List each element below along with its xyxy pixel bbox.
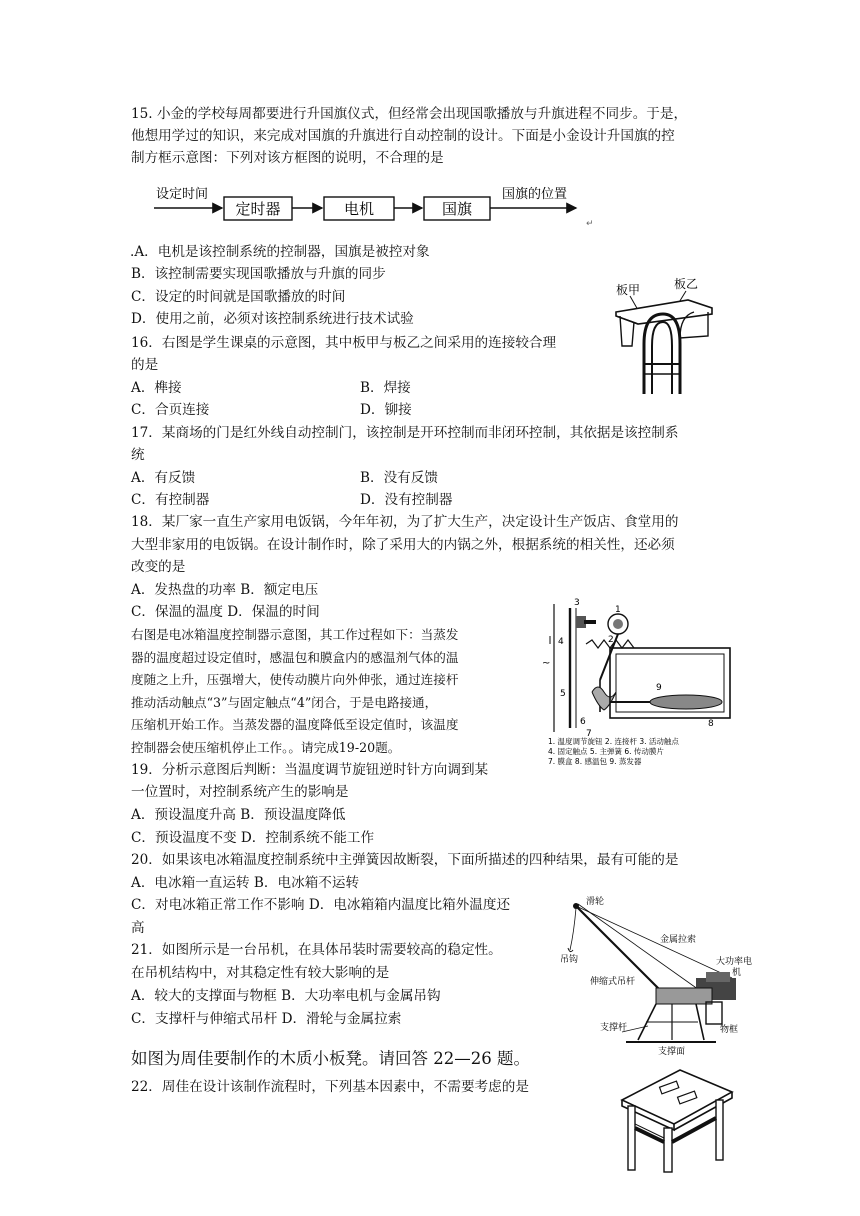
q22-stem: 22．周佳在设计该制作流程时，下列基本因素中，不需要考虑的是: [131, 1079, 529, 1095]
crane-figure: [556, 892, 788, 1062]
crane-motor-label2: 机: [732, 968, 742, 978]
q16-option-a: A．榫接: [131, 380, 182, 396]
q18-stem-line3: 改变的是: [131, 559, 186, 575]
q20-options-cd-cont: 高: [131, 920, 145, 936]
crane-hook-label: 吊钩: [560, 955, 579, 965]
intro-19-20-line6: 控制器会使压缩机停止工作。。请完成19-20题。: [131, 740, 401, 755]
q20-stem: 20．如果该电冰箱温度控制系统中主弹簧因故断裂，下面所描述的四种结果，最有可能的是: [131, 852, 679, 868]
flag-box-label: 国旗: [441, 200, 473, 218]
q21-stem-line2: 在吊机结构中，对其稳定性有较大影响的是: [131, 965, 390, 981]
intro-22-26: 如图为周佳要制作的木质小板凳。请回答 22—26 题。: [131, 1049, 530, 1068]
desk-figure: [608, 276, 720, 400]
fig-num-5: 5: [560, 689, 566, 699]
fig-num-7: 7: [586, 729, 592, 739]
diagram-input-label: 设定时间: [156, 187, 209, 202]
crane-boom-label: 伸缩式吊杆: [590, 977, 636, 987]
q15-option-b: B．该控制需要实现国歌播放与升旗的同步: [131, 266, 386, 282]
q19-options-ab: A．预设温度升高 B．预设温度降低: [131, 807, 346, 823]
q18-options-ab: A．发热盘的功率 B．额定电压: [131, 582, 319, 598]
fig-num-3: 3: [574, 598, 580, 608]
intro-19-20-line3: 度随之上升，压强增大，使传动膜片向外伸张，通过连接杆: [131, 672, 459, 687]
q15-option-a: .A．电机是该控制系统的控制器，国旗是被控对象: [130, 244, 430, 260]
q15-option-c: C．设定的时间就是国歌播放的时间: [131, 289, 346, 305]
wooden-stool-figure: [616, 1066, 736, 1174]
fig-legend-line2: 4. 固定触点 5. 主弹簧 6. 传动膜片: [548, 747, 664, 756]
crane-cable-label: 金属拉索: [660, 935, 697, 945]
flag-control-block-diagram: [150, 184, 600, 234]
fig-legend-line1: 1. 温度调节旋钮 2. 连接杆 3. 活动触点: [548, 737, 679, 746]
intro-19-20-line4: 推动活动触点“3”与固定触点“4”闭合，于是电路接通，: [131, 695, 438, 710]
q16-option-c: C．合页连接: [131, 402, 210, 418]
q19-stem-line1: 19．分析示意图后判断：当温度调节旋钮逆时针方向调到某: [131, 762, 489, 778]
q15-option-d: D．使用之前，必须对该控制系统进行技术试验: [131, 311, 414, 327]
board-yi-label: 板乙: [674, 277, 699, 291]
crane-frame-label: 物框: [720, 1025, 739, 1035]
q17-option-d: D．没有控制器: [360, 492, 453, 508]
q21-options-cd: C．支撑杆与伸缩式吊杆 D．滑轮与金属拉索: [131, 1011, 402, 1027]
q15-stem-line3: 制方框示意图：下列对该方框图的说明，不合理的是: [131, 150, 444, 166]
crane-pulley-label: 滑轮: [586, 897, 605, 907]
q16-stem-line1: 16．右图是学生课桌的示意图，其中板甲与板乙之间采用的连接较合理: [131, 335, 557, 351]
crane-strut-label: 支撑杆: [600, 1023, 628, 1033]
board-jia-label: 板甲: [616, 283, 641, 297]
svg-text:↵: ↵: [586, 219, 594, 229]
q20-options-cd: C．对电冰箱正常工作不影响 D．电冰箱箱内温度比箱外温度还: [131, 897, 511, 913]
q18-stem-line1: 18．某厂家一直生产家用电饭锅，今年年初，为了扩大生产，决定设计生产饭店、食堂用的: [131, 514, 679, 530]
fig-num-9: 9: [656, 683, 662, 693]
intro-19-20-line5: 压缩机开始工作。当蒸发器的温度降低至设定值时，该温度: [131, 717, 459, 732]
q19-stem-line2: 一位置时，对控制系统产生的影响是: [131, 784, 349, 800]
q15-stem-line1: 15. 小金的学校每周都要进行升国旗仪式，但经常会出现国歌播放与升旗进程不同步。于是，: [131, 106, 688, 122]
q17-option-c: C．有控制器: [131, 492, 210, 508]
fig-legend-line3: 7. 膜盒 8. 感温包 9. 蒸发器: [548, 757, 642, 766]
q17-stem-line2: 统: [131, 447, 145, 463]
q18-options-cd: C．保温的温度 D．保温的时间: [131, 604, 320, 620]
fig-num-1: 1: [615, 605, 621, 615]
q15-stem-line2: 他想用学过的知识，来完成对国旗的升旗进行自动控制的设计。下面是小金设计升国旗的控: [131, 128, 675, 144]
q17-stem-line1: 17．某商场的门是红外线自动控制门，该控制是开环控制而非闭环控制，其依据是该控制系: [131, 425, 679, 441]
intro-19-20-line2: 器的温度超过设定值时，感温包和膜盒内的感温剂气体的温: [131, 650, 459, 665]
q16-stem-line2: 的是: [131, 357, 159, 373]
q16-option-d: D．铆接: [360, 402, 412, 418]
fig-num-2: 2: [608, 635, 614, 645]
fig-num-4: 4: [558, 637, 564, 647]
q16-option-b: B．焊接: [360, 380, 411, 396]
q20-options-ab: A．电冰箱一直运转 B．电冰箱不运转: [131, 875, 360, 891]
crane-motor-label1: 大功率电: [716, 957, 753, 967]
q17-option-a: A．有反馈: [131, 470, 196, 486]
q17-option-b: B．没有反馈: [360, 470, 438, 486]
q18-stem-line2: 大型非家用的电饭锅。在设计制作时，除了采用大的内锅之外，根据系统的相关性，还必须: [131, 537, 675, 553]
diagram-output-label: 国旗的位置: [502, 187, 568, 202]
fig-num-8: 8: [708, 719, 714, 729]
intro-19-20-line1: 右图是电冰箱温度控制器示意图，其工作过程如下：当蒸发: [131, 627, 459, 642]
fig-num-6: 6: [580, 717, 586, 727]
svg-text:~: ~: [542, 658, 551, 669]
q21-options-ab: A．较大的支撑面与物框 B．大功率电机与金属吊钩: [131, 988, 441, 1004]
crane-base-label: 支撑面: [658, 1047, 686, 1057]
timer-box-label: 定时器: [235, 200, 281, 218]
q19-options-cd: C．预设温度不变 D．控制系统不能工作: [131, 830, 375, 846]
q21-stem-line1: 21．如图所示是一台吊机，在具体吊装时需要较高的稳定性。: [131, 942, 502, 958]
motor-box-label: 电机: [343, 200, 375, 218]
fridge-thermostat-figure: [540, 596, 740, 766]
